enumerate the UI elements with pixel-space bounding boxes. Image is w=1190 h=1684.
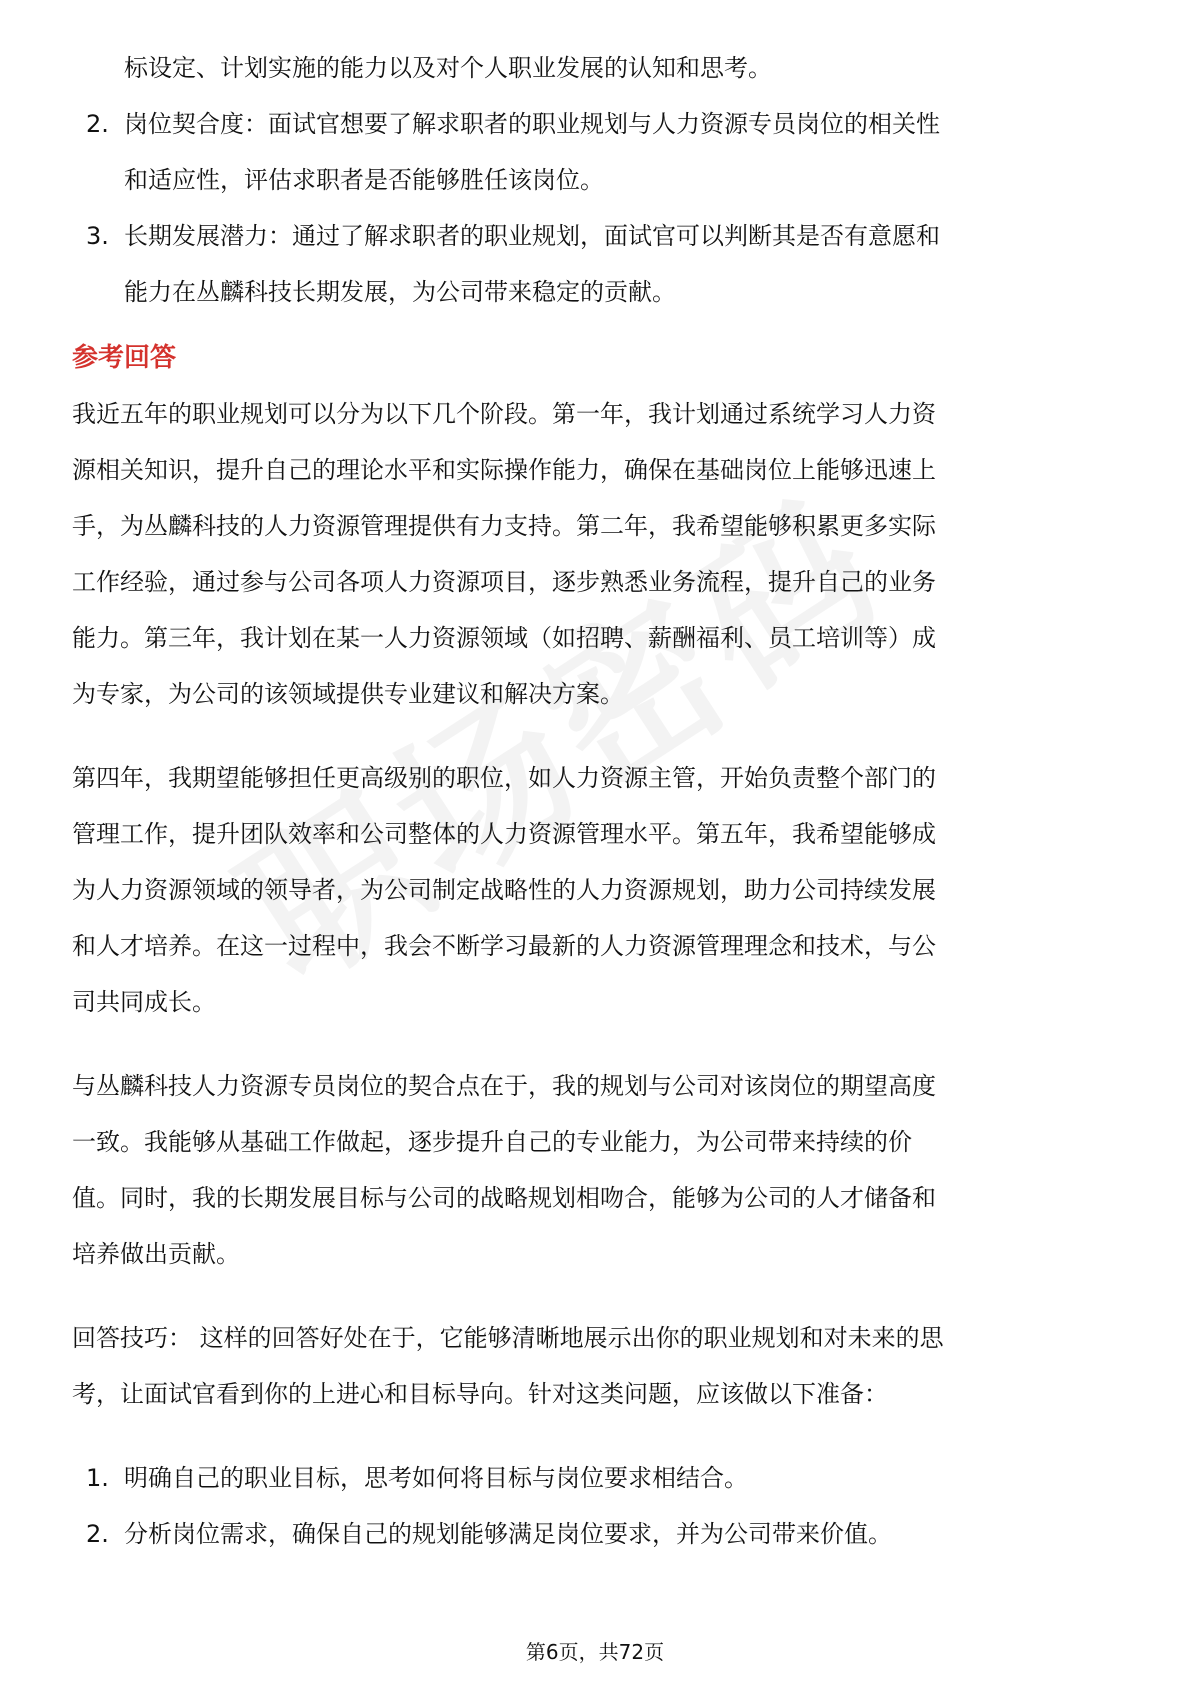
list-text-line: 分析岗位需求，确保自己的规划能够满足岗位要求，并为公司带来价值。 <box>124 1520 892 1548</box>
paragraph-line: 回答技巧： 这样的回答好处在于，它能够清晰地展示出你的职业规划和对未来的思 <box>72 1324 944 1352</box>
list-item-continuation: 标设定、计划实施的能力以及对个人职业发展的认知和思考。 <box>124 54 772 82</box>
paragraph-line: 能力。第三年，我计划在某一人力资源领域（如招聘、薪酬福利、员工培训等）成 <box>72 624 936 652</box>
list-item <box>72 208 1122 320</box>
list-text-line: 长期发展潜力：通过了解求职者的职业规划，面试官可以判断其是否有意愿和 <box>124 222 940 250</box>
tips-list <box>72 1450 1122 1562</box>
list-item <box>72 1506 1122 1562</box>
list-item <box>72 1450 1122 1506</box>
paragraph-line: 手，为丛麟科技的人力资源管理提供有力支持。第二年，我希望能够积累更多实际 <box>72 512 936 540</box>
paragraph-line: 值。同时，我的长期发展目标与公司的战略规划相吻合，能够为公司的人才储备和 <box>72 1184 936 1212</box>
paragraph-line: 为人力资源领域的领导者，为公司制定战略性的人力资源规划，助力公司持续发展 <box>72 876 936 904</box>
paragraph-line: 源相关知识，提升自己的理论水平和实际操作能力，确保在基础岗位上能够迅速上 <box>72 456 936 484</box>
paragraph-line: 为专家，为公司的该领域提供专业建议和解决方案。 <box>72 680 624 708</box>
criteria-list <box>72 96 1122 320</box>
paragraph-line: 管理工作，提升团队效率和公司整体的人力资源管理水平。第五年，我希望能够成 <box>72 820 936 848</box>
list-text-line: 明确自己的职业目标，思考如何将目标与岗位要求相结合。 <box>124 1464 748 1492</box>
list-text-line: 能力在丛麟科技长期发展，为公司带来稳定的贡献。 <box>124 278 676 306</box>
list-number: 3. <box>86 222 109 250</box>
paragraph-line: 培养做出贡献。 <box>72 1240 240 1268</box>
list-item <box>72 96 1122 208</box>
list-number: 2. <box>86 1520 109 1548</box>
list-text-line: 岗位契合度：面试官想要了解求职者的职业规划与人力资源专员岗位的相关性 <box>124 110 940 138</box>
paragraph-line: 和人才培养。在这一过程中，我会不断学习最新的人力资源管理理念和技术，与公 <box>72 932 936 960</box>
page-content <box>72 40 1122 1562</box>
list-text-line: 和适应性，评估求职者是否能够胜任该岗位。 <box>124 166 604 194</box>
paragraph <box>72 386 1122 722</box>
paragraph-line: 第四年，我期望能够担任更高级别的职位，如人力资源主管，开始负责整个部门的 <box>72 764 936 792</box>
section-heading: 参考回答 <box>72 343 177 373</box>
paragraph-line: 司共同成长。 <box>72 988 216 1016</box>
paragraph-line: 一致。我能够从基础工作做起，逐步提升自己的专业能力，为公司带来持续的价 <box>72 1128 912 1156</box>
paragraph-line: 工作经验，通过参与公司各项人力资源项目，逐步熟悉业务流程，提升自己的业务 <box>72 568 936 596</box>
list-number: 2. <box>86 110 109 138</box>
paragraph-line: 与丛麟科技人力资源专员岗位的契合点在于，我的规划与公司对该岗位的期望高度 <box>72 1072 936 1100</box>
paragraph-line: 考，让面试官看到你的上进心和目标导向。针对这类问题，应该做以下准备： <box>72 1380 888 1408</box>
paragraph <box>72 1058 1122 1282</box>
page-number: 第6页，共72页 <box>525 1640 665 1664</box>
paragraph <box>72 750 1122 1030</box>
paragraph-line: 我近五年的职业规划可以分为以下几个阶段。第一年，我计划通过系统学习人力资 <box>72 400 936 428</box>
paragraph <box>72 1310 1122 1422</box>
list-number: 1. <box>86 1464 109 1492</box>
